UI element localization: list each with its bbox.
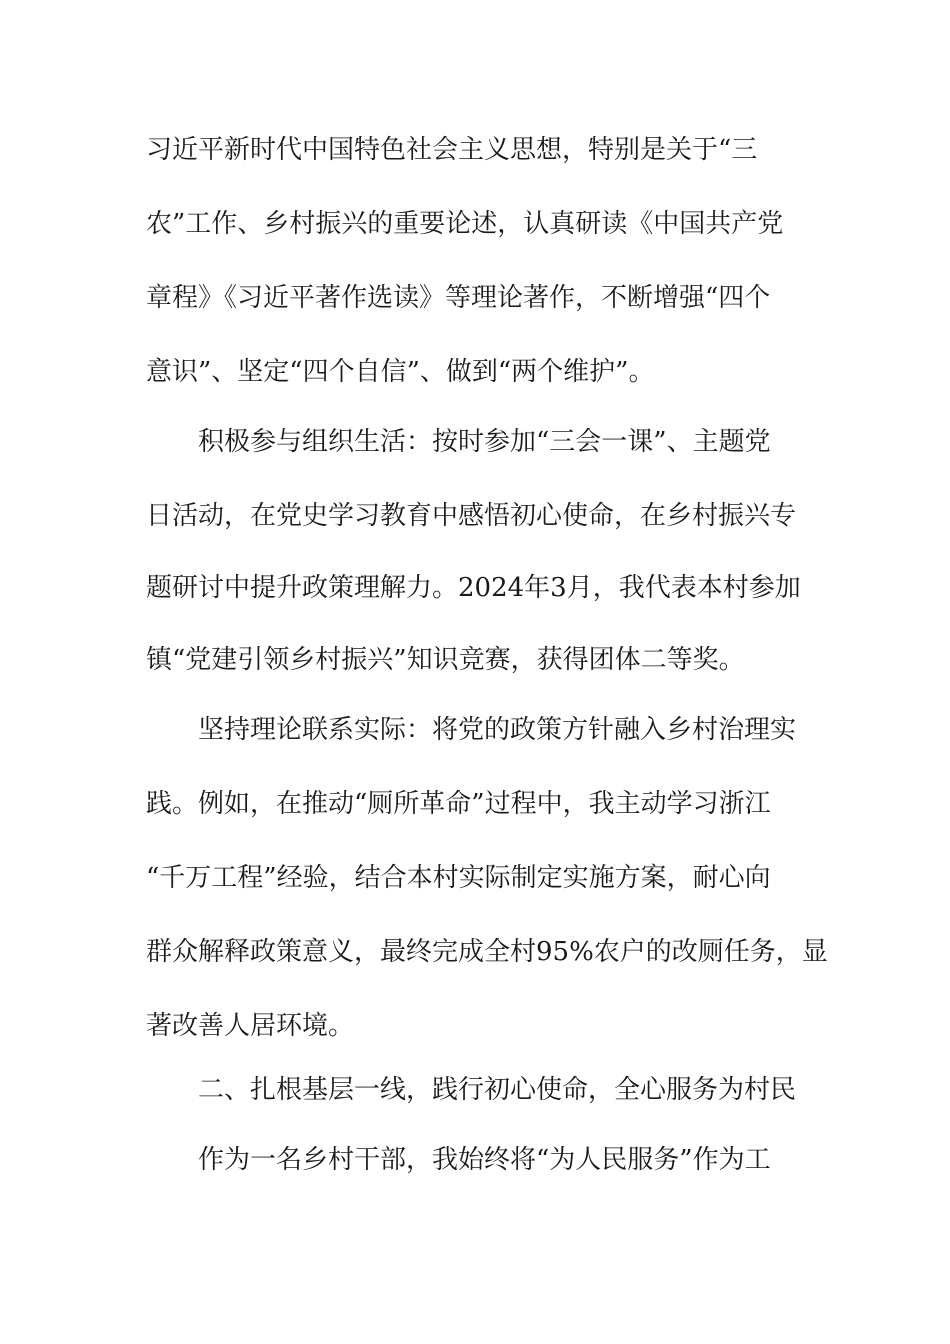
text-line: 群众解释政策意义，最终完成全村95%农户的改厕任务，显 <box>146 937 828 967</box>
text-line: 著改善人居环境。 <box>146 1011 355 1041</box>
text-line: 镇“党建引领乡村振兴”知识竞赛，获得团体二等奖。 <box>146 645 745 675</box>
text-line: 章程》《习近平著作选读》等理论著作，不断增强“四个 <box>146 283 771 313</box>
text-line: 题研讨中提升政策理解力。2024年3月，我代表本村参加 <box>146 573 801 603</box>
text-line: 习近平新时代中国特色社会主义思想，特别是关于“三 <box>146 135 758 165</box>
text-line: 践。例如，在推动“厕所革命”过程中，我主动学习浙江 <box>146 789 771 819</box>
text-line: “千万工程”经验，结合本村实际制定实施方案，耐心向 <box>146 863 771 893</box>
section-heading: 二、扎根基层一线，践行初心使命，全心服务为村民 <box>198 1075 797 1105</box>
text-line: 日活动，在党史学习教育中感悟初心使命，在乡村振兴专 <box>146 501 797 531</box>
paragraph-first-line: 积极参与组织生活：按时参加“三会一课”、主题党 <box>198 427 771 457</box>
text-line: 意识”、坚定“四个自信”、做到“两个维护”。 <box>146 357 655 387</box>
paragraph-first-line: 坚持理论联系实际：将党的政策方针融入乡村治理实 <box>198 715 797 745</box>
paragraph-first-line: 作为一名乡村干部，我始终将“为人民服务”作为工 <box>198 1145 771 1175</box>
text-line: 农”工作、乡村振兴的重要论述，认真研读《中国共产党 <box>146 209 784 239</box>
